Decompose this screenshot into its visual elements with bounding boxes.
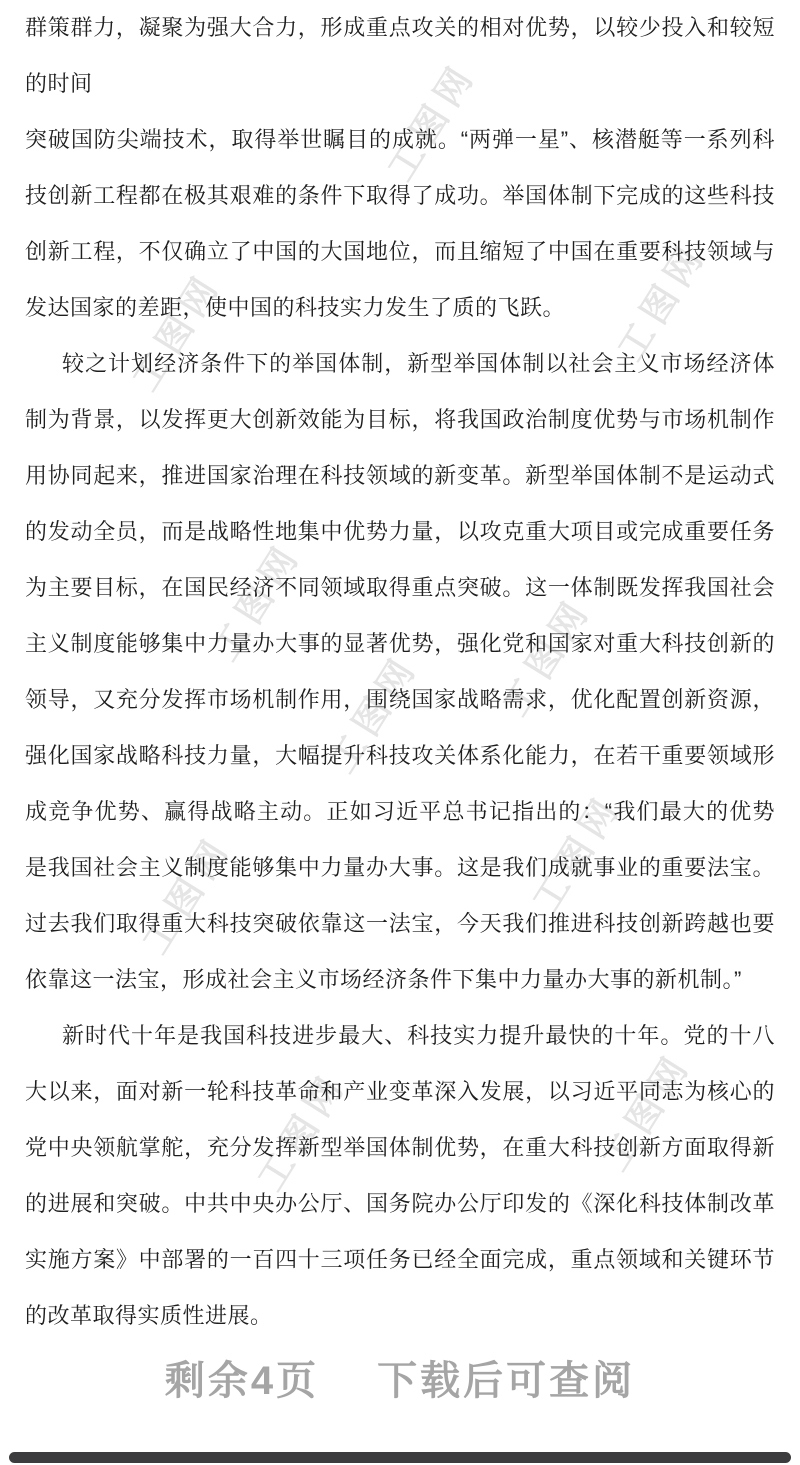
watermark-text: 工图网 bbox=[321, 646, 427, 780]
paragraph-2: 较之计划经济条件下的举国体制，新型举国体制以社会主义市场经济体制为背景，以发挥更大创新效能为目标，将我国政治制度优势与市场机制作用协同起来，推进国家治理在科技领域的新变革。新型举国体制不是运动式的发动全员，而是战略性地集中优势力量，以攻克重大项目或完成重要任务为主要目标，在国民经济不同领域取得重点突破。这一体制既发挥我国社会主义制度能够集中力量办大事的显著优势，强化党和国家对重大科技创新的领导，又充分发挥市场机制作用，围绕国家战略需求，优化配置创新资源，强化国家战略科技力量，大幅提升科技攻关体系化能力，在若干重要领域形成竞争优势、赢得战略主动。正如习近平总书记指出的：“我们最大的优势是我国社会主义制度能够集中力量办大事。这是我们成就事业的重要法宝。过去我们取得重大科技突破依靠这一法宝，今天我们推进科技创新跨越也要依靠这一法宝，形成社会主义市场经济条件下集中力量办大事的新机制。” bbox=[25, 351, 775, 992]
watermark-text: 工图网 bbox=[124, 264, 230, 398]
watermark-text: 工图网 bbox=[379, 54, 485, 188]
download-hint-label: 下载后可查阅 bbox=[377, 1359, 636, 1403]
watermark-text: 工图网 bbox=[494, 589, 600, 723]
paragraph-1: 突破国防尖端技术，取得举世瞩目的成就。“两弹一星”、核潜艇等一系列科技创新工程都在极其艰难的条件下取得了成功。举国体制下完成的这些科技创新工程，不仅确立了中国的大国地位，而且缩短了中国在重要科技领域与发达国家的差距，使中国的科技实力发生了质的飞跃。 bbox=[25, 127, 775, 320]
watermark-text: 工图网 bbox=[609, 234, 715, 368]
watermark-text: 工图网 bbox=[134, 827, 240, 961]
paragraph-clipped-top: 群策群力，凝聚为强大合力，形成重点攻关的相对优势，以较少投入和较短的时间 bbox=[25, 15, 775, 96]
bottom-bar bbox=[9, 1452, 791, 1463]
remaining-pages-banner bbox=[0, 1355, 800, 1407]
watermark-text: 工图网 bbox=[524, 786, 630, 920]
watermark-text: 工图网 bbox=[594, 1044, 700, 1178]
document-body bbox=[25, 0, 775, 1344]
watermark-text: 工图网 bbox=[249, 1064, 355, 1198]
remaining-pages-label: 剩余4页 bbox=[164, 1359, 320, 1403]
watermark-text: 工图网 bbox=[204, 534, 310, 668]
paragraph-3: 新时代十年是我国科技进步最大、科技实力提升最快的十年。党的十八大以来，面对新一轮科技革命和产业变革深入发展，以习近平同志为核心的党中央领航掌舵，充分发挥新型举国体制优势，在重大科技创新方面取得新的进展和突破。中共中央办公厅、国务院办公厅印发的《深化科技体制改革实施方案》中部署的一百四十三项任务已经全面完成，重点领域和关键环节的改革取得实质性进展。 bbox=[25, 1023, 775, 1328]
